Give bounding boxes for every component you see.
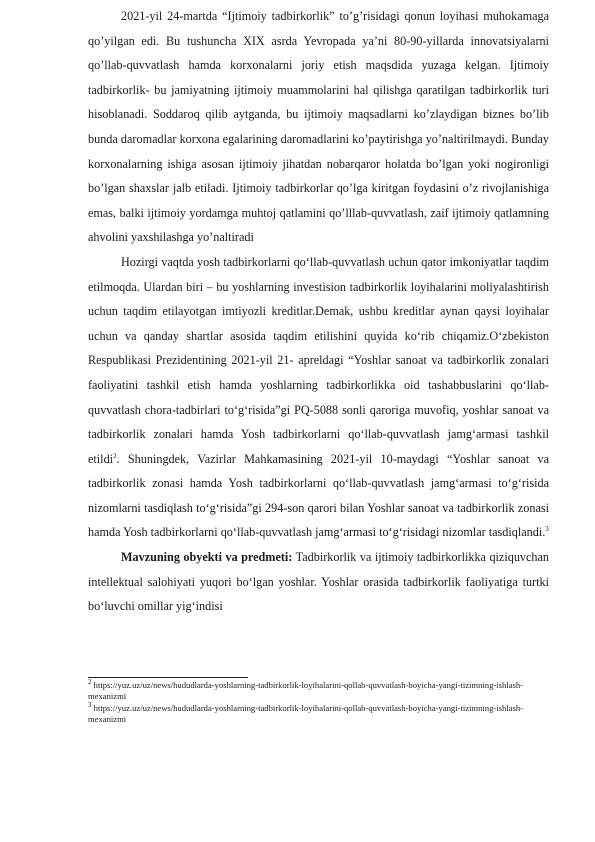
subject-heading: Mavzuning obyekti va predmeti: — [121, 550, 293, 565]
footnote-ref-2[interactable]: 2 — [113, 451, 117, 460]
paragraph-youth-support — [88, 250, 549, 545]
footnote-ref-3[interactable]: 3 — [545, 525, 549, 534]
footnote-2 — [88, 680, 549, 703]
footnote-number: 3 — [88, 700, 92, 709]
paragraph-2-text-a: Hozirgi vaqtda yosh tadbirkorlarni qo‘llab-quvvatlash uchun qator imkoniyatlar taqdim etilmoqda. Ulardan biri – bu yoshlarning investision tadbirkorlik loyihalarini moliyalashtirish uchun taqdim etilayotgan imtiyozli kreditlar.Demak, ushbu kreditlar aynan qaysi loyihalar uchun va qanday shartlar asosida taqdim etilishini quyida ko‘rib chiqamiz.O‘zbekiston Respublikasi Prezidentining 2021-yil 21- apreldagi “Yoshlar sanoat va tadbirkorlik zonalari faoliyatini tashkil etish hamda yoshlarning tadbirkorlikka oid tashabbuslarini qo‘llab-quvvatlash chora-tadbirlari to‘g‘risida”gi PQ-5088 sonli qaroriga muvofiq, yoshlar sanoat va tadbirkorlik zonalari hamda Yosh tadbirkorlarni qo‘llab-quvvatlash jamg‘armasi tashkil etildi — [88, 254, 549, 466]
paragraph-2-text-b: . Shuningdek, Vazirlar Mahkamasining 2021-yil 10-maydagi “Yoshlar sanoat va tadbirkorlik zonasi hamda Yosh tadbirkorlarni qo‘llab-quvvatlash jamg‘armasi to‘g‘risida nizomlarni tasdiqlash to‘g‘risida”gi 294-son qarori bilan Yoshlar sanoat va tadbirkorlik zonasi hamda Yosh tadbirkorlarni qo‘llab-quvvatlash jamg‘armasi to‘g‘risidagi nizomlar tasdiqlandi. — [88, 451, 549, 540]
footnote-separator — [88, 677, 248, 678]
paragraph-1-text: 2021-yil 24-martda “Ijtimoiy tadbirkorlik” to’g’risidagi qonun loyihasi muhokamaga qo’yilgan edi. Bu tushuncha XIX asrda Yevropada ya’ni 80-90-yillarda innovatsiyalarni qo’llab-quvvatlash hamda korxonalarni joriy etish maqsdida yuzaga kelgan. Ijtimoiy tadbirkorlik- bu jamiyatning ijtimoiy muammolarini hal qilishga qaratilgan tadbirkorlik turi hisoblanadi. Soddaroq qilib aytganda, bu ijtimoiy maqsadlarni ko’zlaydigan biznes bo’lib bunda daromadlar korxona egalarining daromadlarini ko’paytirishga yo’naltirilmaydi. Bunday korxonalarning ishiga asosan ijtimoiy jihatdan nobarqaror holatda bo’lgan yoki nogironligi bo’lgan shaxslar jalb etiladi. Ijtimoiy tadbirkorlar qo’lga kiritgan foydasini o’z rivojlanishiga emas, balki ijtimoiy yordamga muhtoj qatlamini qo’lllab-quvvatlash, zaif ijtimoiy qatlamning ahvolini yaxshilashga yo’naltiradi — [88, 9, 549, 245]
footnote-link[interactable]: https://yuz.uz/uz/news/hududlarda-yoshlarning-tadbirkorlik-loyihalarini-qollab-quvvatlash-boyicha-yangi-tizimning-ishlash-mexanizmi — [88, 702, 523, 725]
footnote-3 — [88, 700, 549, 726]
footnotes — [88, 680, 549, 726]
paragraph-3-text: Tadbirkorlik va ijtimoiy tadbirkorlikka qiziquvchan intellektual salohiyati yuqori bo‘lgan yoshlar. Yoshlar orasida tadbirkorlik faoliyatiga turtki bo‘luvchi omillar yig‘indisi — [88, 550, 550, 614]
footnote-number: 2 — [88, 678, 92, 687]
footnote-link[interactable]: https://yuz.uz/uz/news/hududlarda-yoshlarning-tadbirkorlik-loyihalarini-qollab-quvvatlash-boyicha-yangi-tizimning-ishlash-mexanizmi — [88, 680, 523, 702]
body-text — [88, 4, 549, 619]
paragraph-subject-object — [88, 545, 549, 619]
paragraph-social-entrepreneurship — [88, 4, 549, 250]
